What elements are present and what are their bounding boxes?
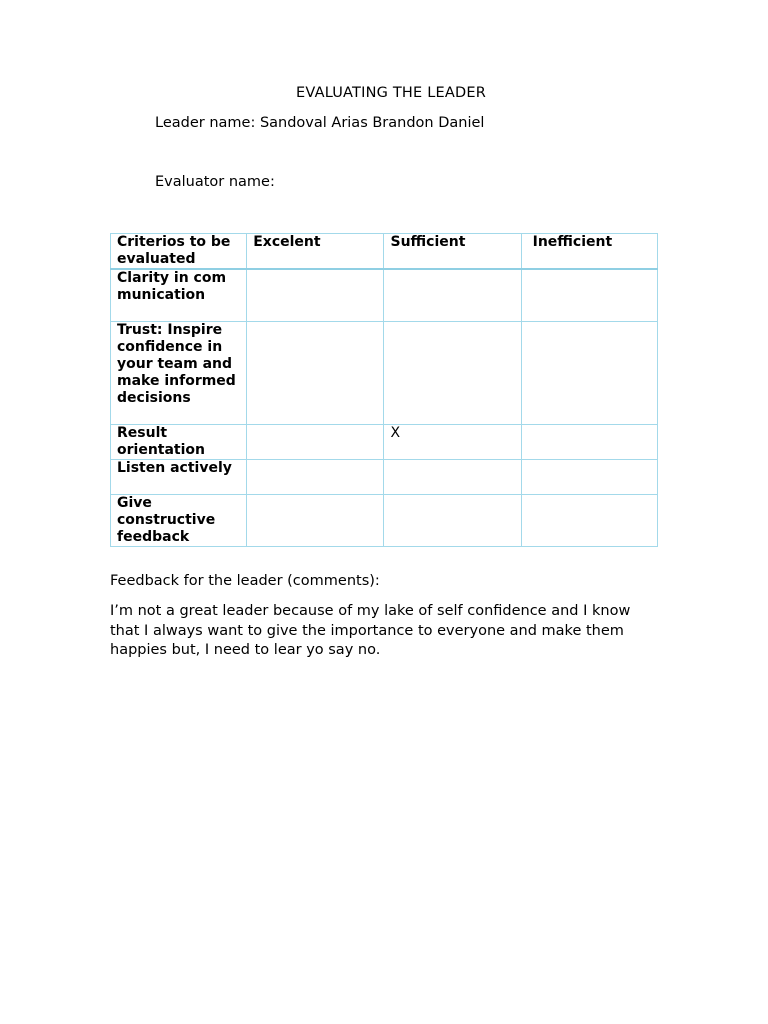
criterion-cell: Clarity in communication: [111, 269, 247, 322]
inefficient-cell: [521, 460, 657, 495]
excelent-cell: [247, 460, 384, 495]
header-criteria: Criterios to be evaluated: [111, 234, 247, 270]
inefficient-cell: [521, 322, 657, 425]
feedback-text: I’m not a great leader because of my lake of self confidence and I know that I always want to give the importance to everyone and make them happies but, I need to lear yo say no.: [110, 603, 631, 658]
sufficient-cell: [384, 460, 521, 495]
criterion-cell: Give constructive feedback: [111, 495, 247, 547]
header-sufficient: Sufficient: [384, 234, 521, 270]
table-row: [111, 322, 658, 425]
table-header-row: [111, 234, 658, 270]
excelent-cell: [247, 425, 384, 460]
inefficient-cell: [521, 495, 657, 547]
criterion-cell: Trust: Inspire confidence in your team and make informed decisions: [111, 322, 247, 425]
excelent-cell: [247, 269, 384, 322]
criterion-cell: Result orientation: [111, 425, 247, 460]
excelent-cell: [247, 495, 384, 547]
inefficient-cell: [521, 425, 657, 460]
feedback-label: Feedback for the leader (comments):: [110, 573, 380, 589]
sufficient-cell: [384, 322, 521, 425]
evaluation-table: [110, 233, 658, 547]
table-row: [111, 269, 658, 322]
table-row: [111, 460, 658, 495]
sufficient-cell: [384, 269, 521, 322]
criterion-cell: Listen actively: [111, 460, 247, 495]
header-excelent: Excelent: [247, 234, 384, 270]
sufficient-cell: [384, 495, 521, 547]
excelent-cell: [247, 322, 384, 425]
sufficient-cell: X: [384, 425, 521, 460]
table-row: [111, 425, 658, 460]
header-inefficient: Inefficient: [521, 234, 657, 270]
table-row: [111, 495, 658, 547]
document-title: EVALUATING THE LEADER: [296, 85, 486, 101]
evaluator-name-field: Evaluator name:: [155, 174, 275, 190]
leader-name-field: Leader name: Sandoval Arias Brandon Daniel: [155, 115, 485, 131]
inefficient-cell: [521, 269, 657, 322]
